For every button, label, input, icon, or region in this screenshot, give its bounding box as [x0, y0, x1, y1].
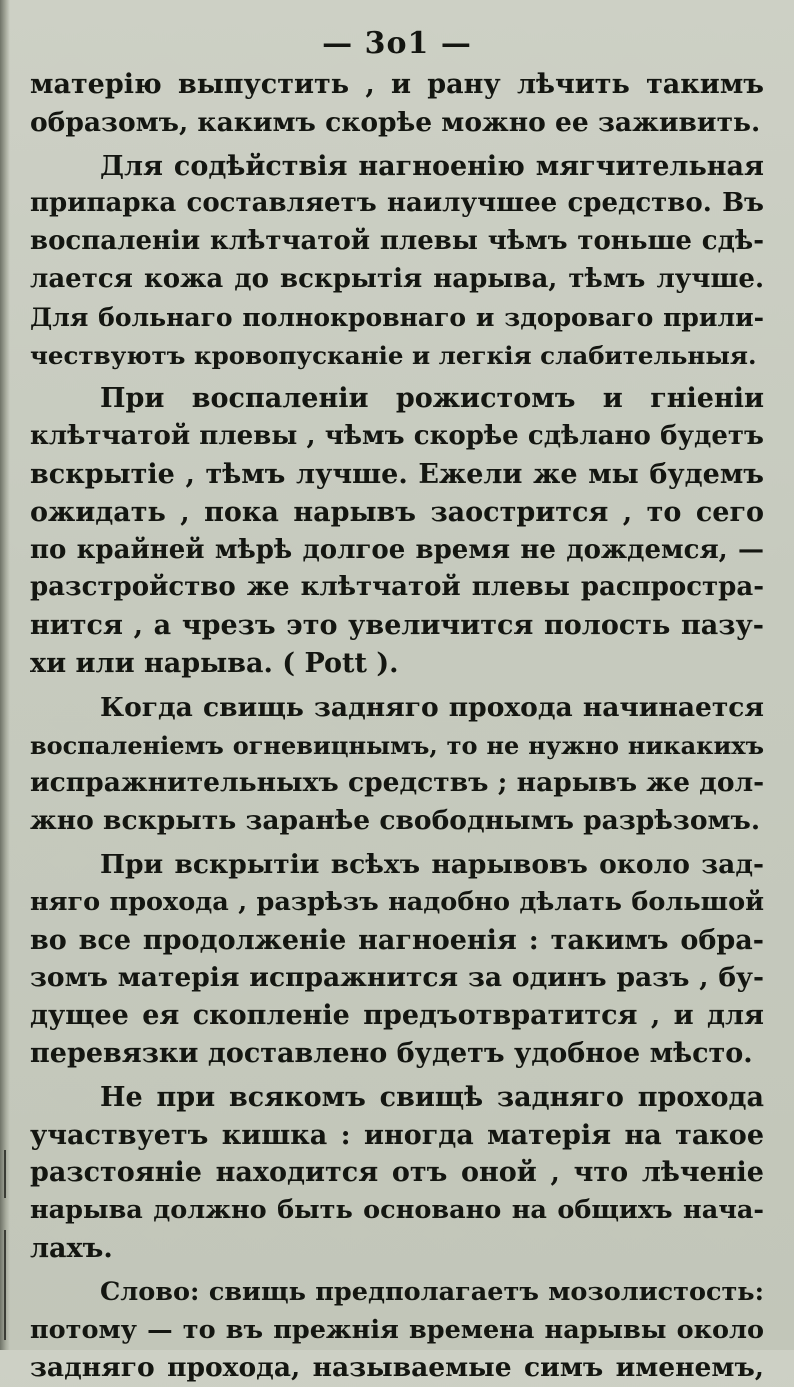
- text-line: припарка составляетъ наилучшее средство. Въ: [30, 188, 764, 219]
- text-line: разстройство же клѣтчатой плевы распростра-: [30, 572, 764, 603]
- text-line: лается кожа до вскрытія нарыва, тѣмъ лучше.: [30, 263, 764, 294]
- text-line: При воспаленіи рожистомъ и гніеніи: [100, 383, 764, 415]
- paragraph: [30, 689, 764, 840]
- text-line: няго прохода , разрѣзъ надобно дѣлать большой: [30, 886, 764, 917]
- text-line: воспаленіемъ огневицнымъ, то не нужно никакихъ: [30, 730, 764, 760]
- text-line: Слово: свищь предполагаетъ мозолистость:: [100, 1276, 764, 1307]
- text-line: по крайней мѣрѣ долгое время не дождемся, —: [30, 534, 764, 565]
- paragraph: [30, 148, 764, 375]
- text-line: При вскрытіи всѣхъ нарывовъ около зад-: [100, 848, 764, 880]
- text-line: потому — то въ прежнія времена нарывы около: [30, 1314, 764, 1345]
- text-line: ожидать , пока нарывъ заострится , то сего: [30, 496, 764, 528]
- page-edge-shadow: [0, 0, 10, 1350]
- paragraph: [30, 66, 764, 142]
- text-line: образомъ, какимъ скорѣе можно ее заживить.: [30, 106, 761, 138]
- text-line: Когда свищь задняго прохода начинается: [100, 691, 764, 723]
- text-line: испражнительныхъ средствъ ; нарывъ же дол-: [30, 767, 765, 799]
- text-line: Для содѣйствія нагноенію мягчительная: [100, 150, 764, 182]
- text-line: вскрытіе , тѣмъ лучше. Ежели же мы будемъ: [30, 458, 764, 490]
- text-line: дущее ея скопленіе предъотвратится , и для: [30, 1000, 764, 1032]
- text-line: клѣтчатой плевы , чѣмъ скорѣе сдѣлано будетъ: [30, 421, 764, 452]
- paragraph: [30, 1274, 764, 1387]
- page-number: — 3о1 —: [322, 26, 472, 61]
- paragraph: [30, 846, 764, 1073]
- text-line: нится , а чрезъ это увеличится полость пазу-: [30, 610, 764, 642]
- text-line: Для больнаго полнокровнаго и здороваго прили-: [30, 302, 764, 332]
- text-line: разстояніе находится отъ оной , что лѣченіе: [30, 1157, 764, 1189]
- text-line: матерію выпустить , и рану лѣчить такимъ: [30, 69, 764, 100]
- text-line: чествуютъ кровопусканіе и легкія слабительныя.: [30, 340, 757, 370]
- text-line: зомъ матерія испражнится за одинъ разъ , бу-: [30, 962, 764, 994]
- text-line: воспаленіи клѣтчатой плевы чѣмъ тоньше сдѣ-: [30, 226, 764, 257]
- text-line: Не при всякомъ свищѣ задняго прохода: [100, 1081, 764, 1113]
- text-line: задняго прохода, называемые симъ именемъ,: [30, 1352, 764, 1384]
- text-line: нарыва должно быть основано на общихъ нача-: [30, 1195, 764, 1226]
- page-text: [30, 24, 764, 1387]
- text-line: жно вскрыть заранѣе свободнымъ разрѣзомъ.: [30, 805, 761, 837]
- margin-mark: [4, 1230, 6, 1340]
- text-line: перевязки доставлено будетъ удобное мѣсто.: [30, 1037, 753, 1069]
- margin-mark: [4, 1150, 6, 1198]
- paragraph: [30, 1079, 764, 1268]
- text-line: лахъ.: [30, 1232, 113, 1264]
- paragraph: [30, 380, 764, 682]
- text-line: хи или нарыва. ( Pott ).: [30, 647, 399, 679]
- text-line: участвуетъ кишка : иногда матерія на такое: [30, 1119, 764, 1151]
- text-line: во все продолженіе нагноенія : такимъ обра-: [30, 924, 764, 956]
